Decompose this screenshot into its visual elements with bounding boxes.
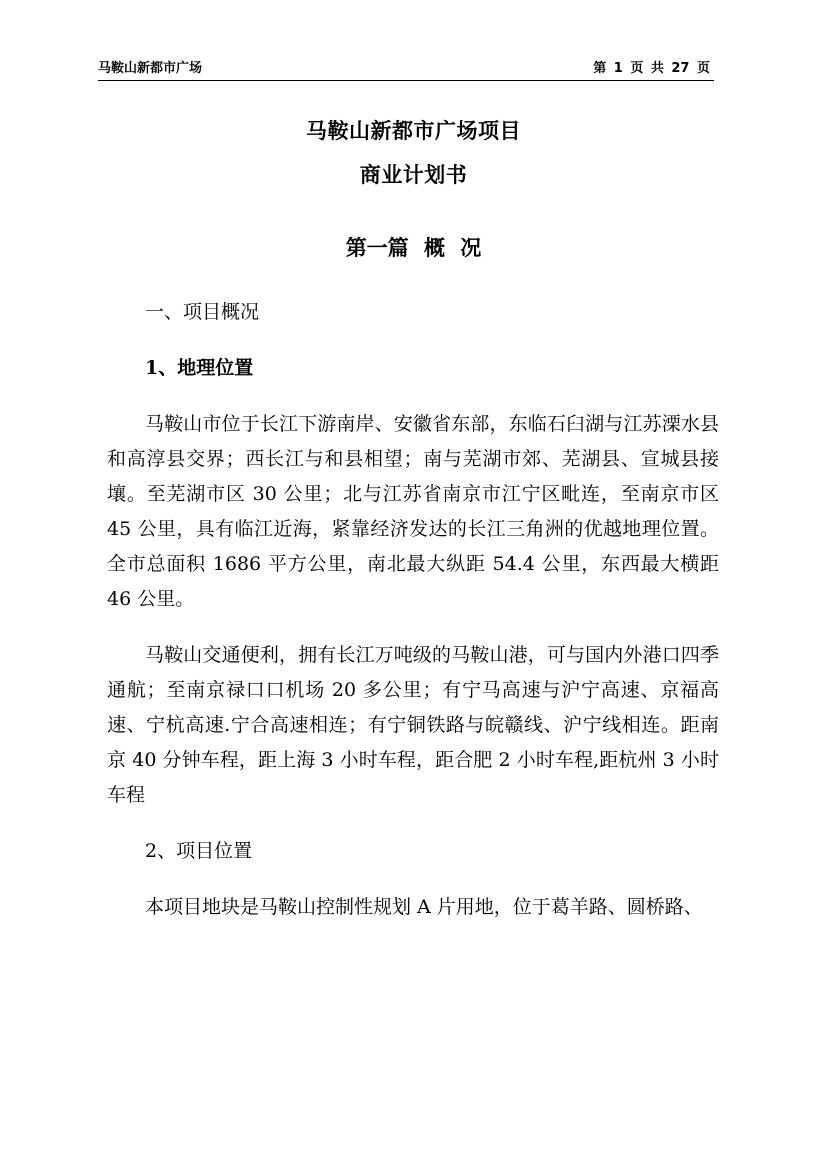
paragraph-project-location: 本项目地块是马鞍山控制性规划 A 片用地，位于葛羊路、圆桥路、 [145, 896, 703, 918]
document-subtitle: 商业计划书 [359, 163, 468, 187]
document-body [107, 295, 719, 925]
subsection-heading-project-location: 2、项目位置 [145, 840, 253, 862]
document-title: 马鞍山新都市广场项目 [306, 119, 521, 143]
page-header [98, 58, 714, 81]
paragraph-transport: 马鞍山交通便利，拥有长江万吨级的马鞍山港，可与国内外港口四季通航；至南京禄口口机场 20 多公里；有宁马高速与沪宁高速、京福高速、宁杭高速.宁合高速相连；有宁铜铁路与皖赣线、沪宁线相连。距南京 40 分钟车程，距上海 3 小时车程，距合肥 2 小时车程,距杭州 3 小时车程 [107, 644, 719, 806]
header-page-number: 第 1 页 共 27 页 [593, 61, 710, 76]
section-heading: 一、项目概况 [145, 301, 260, 323]
paragraph-geography: 马鞍山市位于长江下游南岸、安徽省东部，东临石臼湖与江苏溧水县和高淳县交界；西长江与和县相望；南与芜湖市郊、芜湖县、宣城县接壤。至芜湖市区 30 公里；北与江苏省南京市江宁区毗连，至南京市区 45 公里，具有临江近海，紧靠经济发达的长江三角洲的优越地理位置。全市总面积 1686 平方公里，南北最大纵距 54.4 公里，东西最大横距 46 公里。 [107, 413, 719, 610]
subsection-heading-location: 1、地理位置 [145, 357, 254, 379]
part-title: 第一篇 概 况 [345, 236, 482, 260]
header-doc-title: 马鞍山新都市广场 [98, 61, 203, 76]
